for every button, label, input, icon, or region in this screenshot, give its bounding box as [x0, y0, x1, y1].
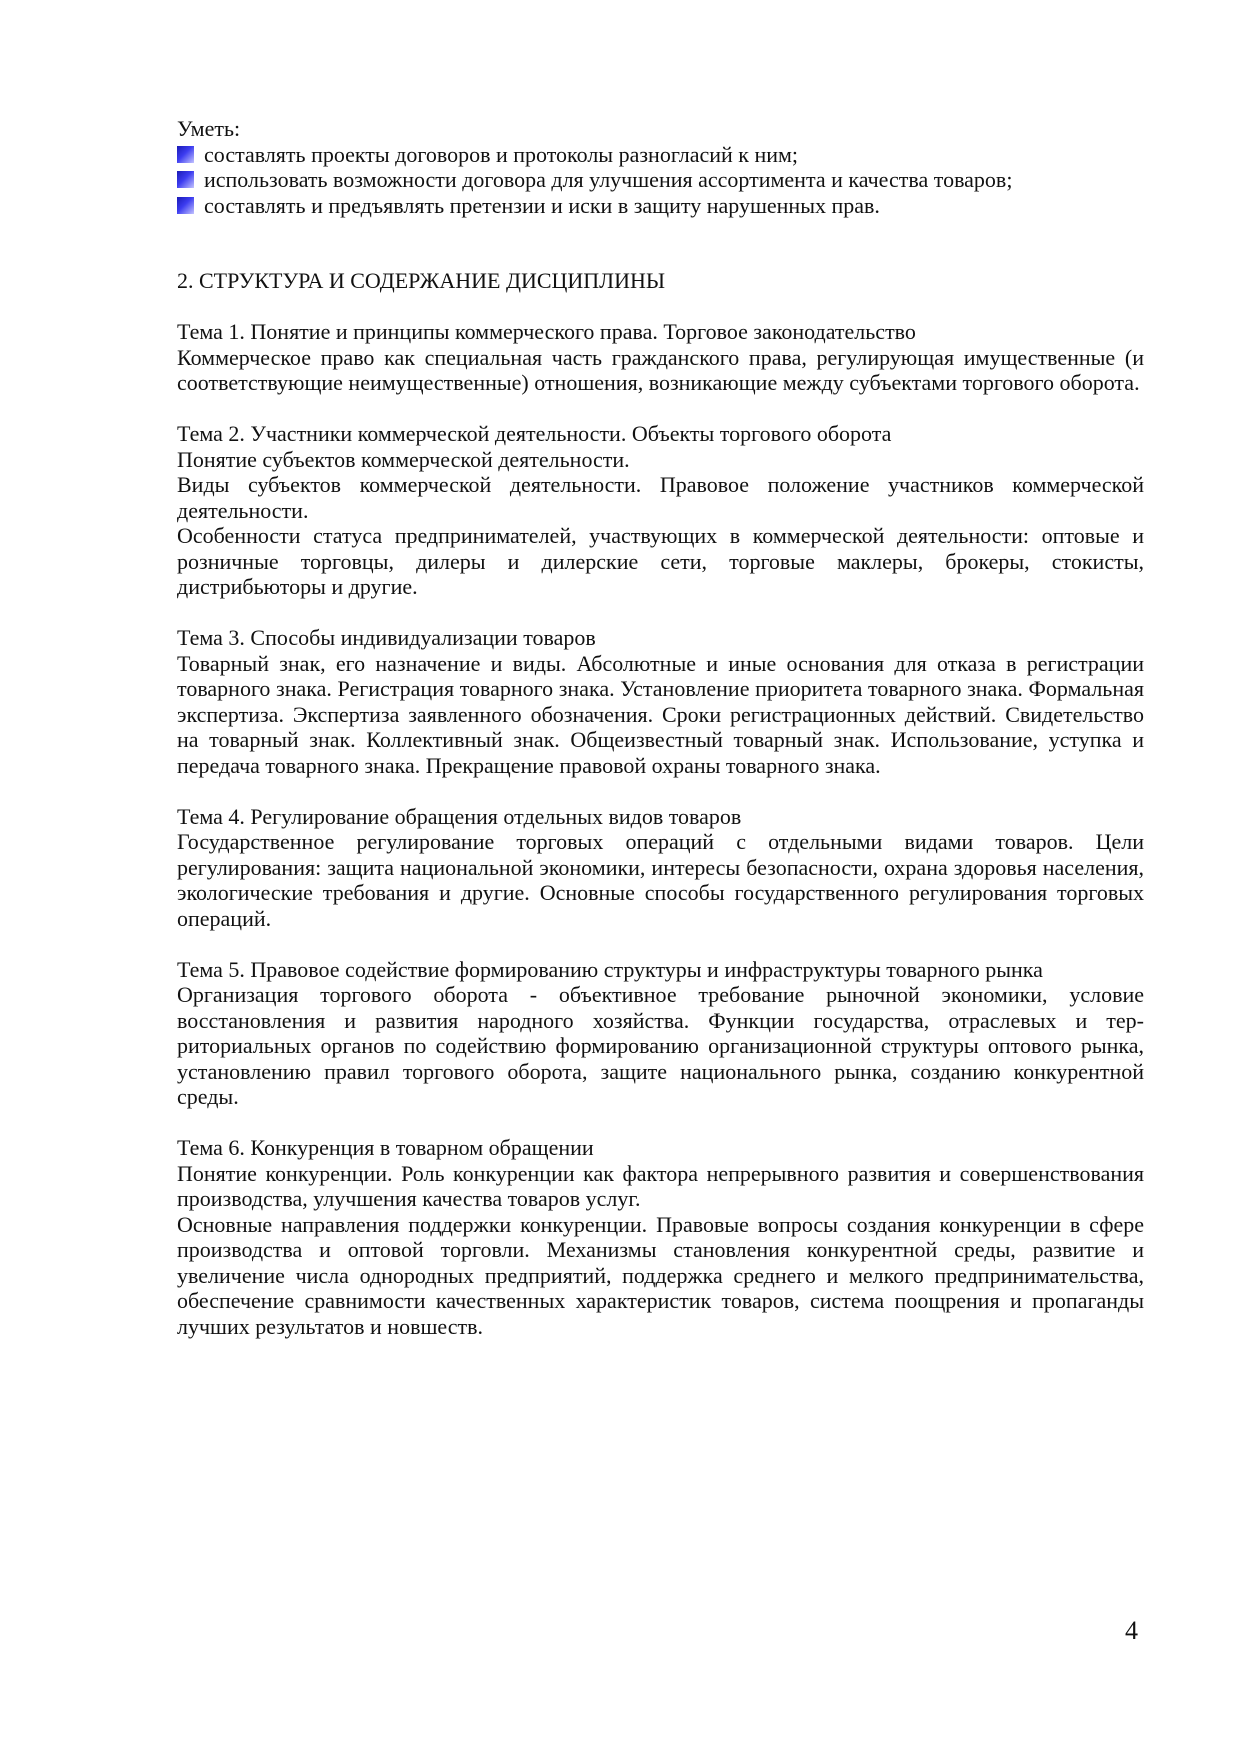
skills-heading: Уметь: — [177, 116, 241, 141]
topic-paragraph: Особенности статуса предпринимателей, участвующих в коммерческой деятельности: оптовые и розничные торговцы, дилеры и дилерские сети, торговые маклеры, брокеры, стокисты, дистрибьюторы и другие. — [177, 523, 1144, 599]
list-item — [177, 142, 1144, 168]
page-number: 4 — [1125, 1616, 1138, 1645]
square-bullet-icon — [177, 146, 194, 163]
topic-paragraph: Коммерческое право как специальная часть гражданского права, регулирующая имущественные (и соответствующие неимущественные) отношения, возникающие между субъектами торгового оборота. — [177, 344, 1144, 395]
skills-list — [177, 142, 1144, 219]
topic-title: Тема 6. Конкуренция в товарном обращении — [177, 1135, 594, 1160]
topic-paragraph: Понятие конкуренции. Роль конкуренции как фактора непрерывного развития и совершенствования производства, улучшения качества товаров услуг. — [177, 1160, 1144, 1211]
list-item-text: составлять и предъявлять претензии и иски в защиту нарушенных прав. — [204, 192, 880, 218]
topic-title: Тема 5. Правовое содействие формированию структуры и инфраструктуры товарного рынка — [177, 956, 1043, 982]
topic-title: Тема 3. Способы индивидуализации товаров — [177, 625, 596, 650]
topic-title: Тема 4. Регулирование обращения отдельных видов товаров — [177, 803, 742, 829]
topic-paragraph: Товарный знак, его назначение и виды. Абсолютные и иные основания для отказа в регистрации товарного знака. Регистрация товарного знака. Установление приоритета товарного знака. Формальная экспертиза. Экспертиза заявленного обозначения. Сроки регистрационных действий. Свидетельство на товарный знак. Коллективный знак. Общеизвестный товарный знак. Использование, уступка и передача товарного знака. Прекращение правовой охраны товарного знака. — [177, 650, 1144, 778]
topic-4 — [177, 804, 1144, 932]
topic-paragraph: Понятие субъектов коммерческой деятельности. — [177, 446, 630, 472]
list-item-text: использовать возможности договора для улучшения ассортимента и качества товаров; — [204, 167, 1013, 192]
topic-3 — [177, 625, 1144, 778]
topic-paragraph: Организация торгового оборота - объективное требование рыночной экономики, условие восстановления и развития народного хозяйства. Функции государства, отраслевых и тер-риториальных органов по содействию формированию организационной структуры оптового рынка, установлению правил торгового оборота, защите национального рынка, созданию конкурентной среды. — [177, 982, 1144, 1109]
list-item — [177, 167, 1144, 193]
topic-5 — [177, 957, 1144, 1110]
topic-paragraph: Виды субъектов коммерческой деятельности. Правовое положение участников коммерческой деятельности. — [177, 472, 1144, 523]
topic-title: Тема 2. Участники коммерческой деятельности. Объекты торгового оборота — [177, 421, 892, 446]
square-bullet-icon — [177, 171, 194, 188]
square-bullet-icon — [177, 197, 194, 214]
section-title: 2. СТРУКТУРА И СОДЕРЖАНИЕ ДИСЦИПЛИНЫ — [177, 268, 666, 293]
topic-paragraph: Государственное регулирование торговых операций с отдельными видами товаров. Цели регулирования: защита национальной экономики, интересы безопасности, охрана здоровья населения, экологические требования и другие. Основные способы государственного регулирования торговых операций. — [177, 829, 1144, 931]
list-item — [177, 193, 1144, 219]
topic-6 — [177, 1135, 1144, 1339]
topic-title: Тема 1. Понятие и принципы коммерческого права. Торговое законодательство — [177, 319, 916, 344]
topic-1 — [177, 319, 1144, 396]
document-page — [177, 116, 1144, 1339]
topic-paragraph: Основные направления поддержки конкуренции. Правовые вопросы создания конкуренции в сфере производства и оптовой торговли. Механизмы становления конкурентной среды, развитие и увеличение числа однородных предприятий, поддержка среднего и мелкого предпринимательства, обеспечение сравнимости качественных характеристик товаров, система поощрения и пропаганды лучших результатов и новшеств. — [177, 1211, 1144, 1339]
topic-2 — [177, 421, 1144, 600]
list-item-text: составлять проекты договоров и протоколы разногласий к ним; — [204, 141, 799, 167]
